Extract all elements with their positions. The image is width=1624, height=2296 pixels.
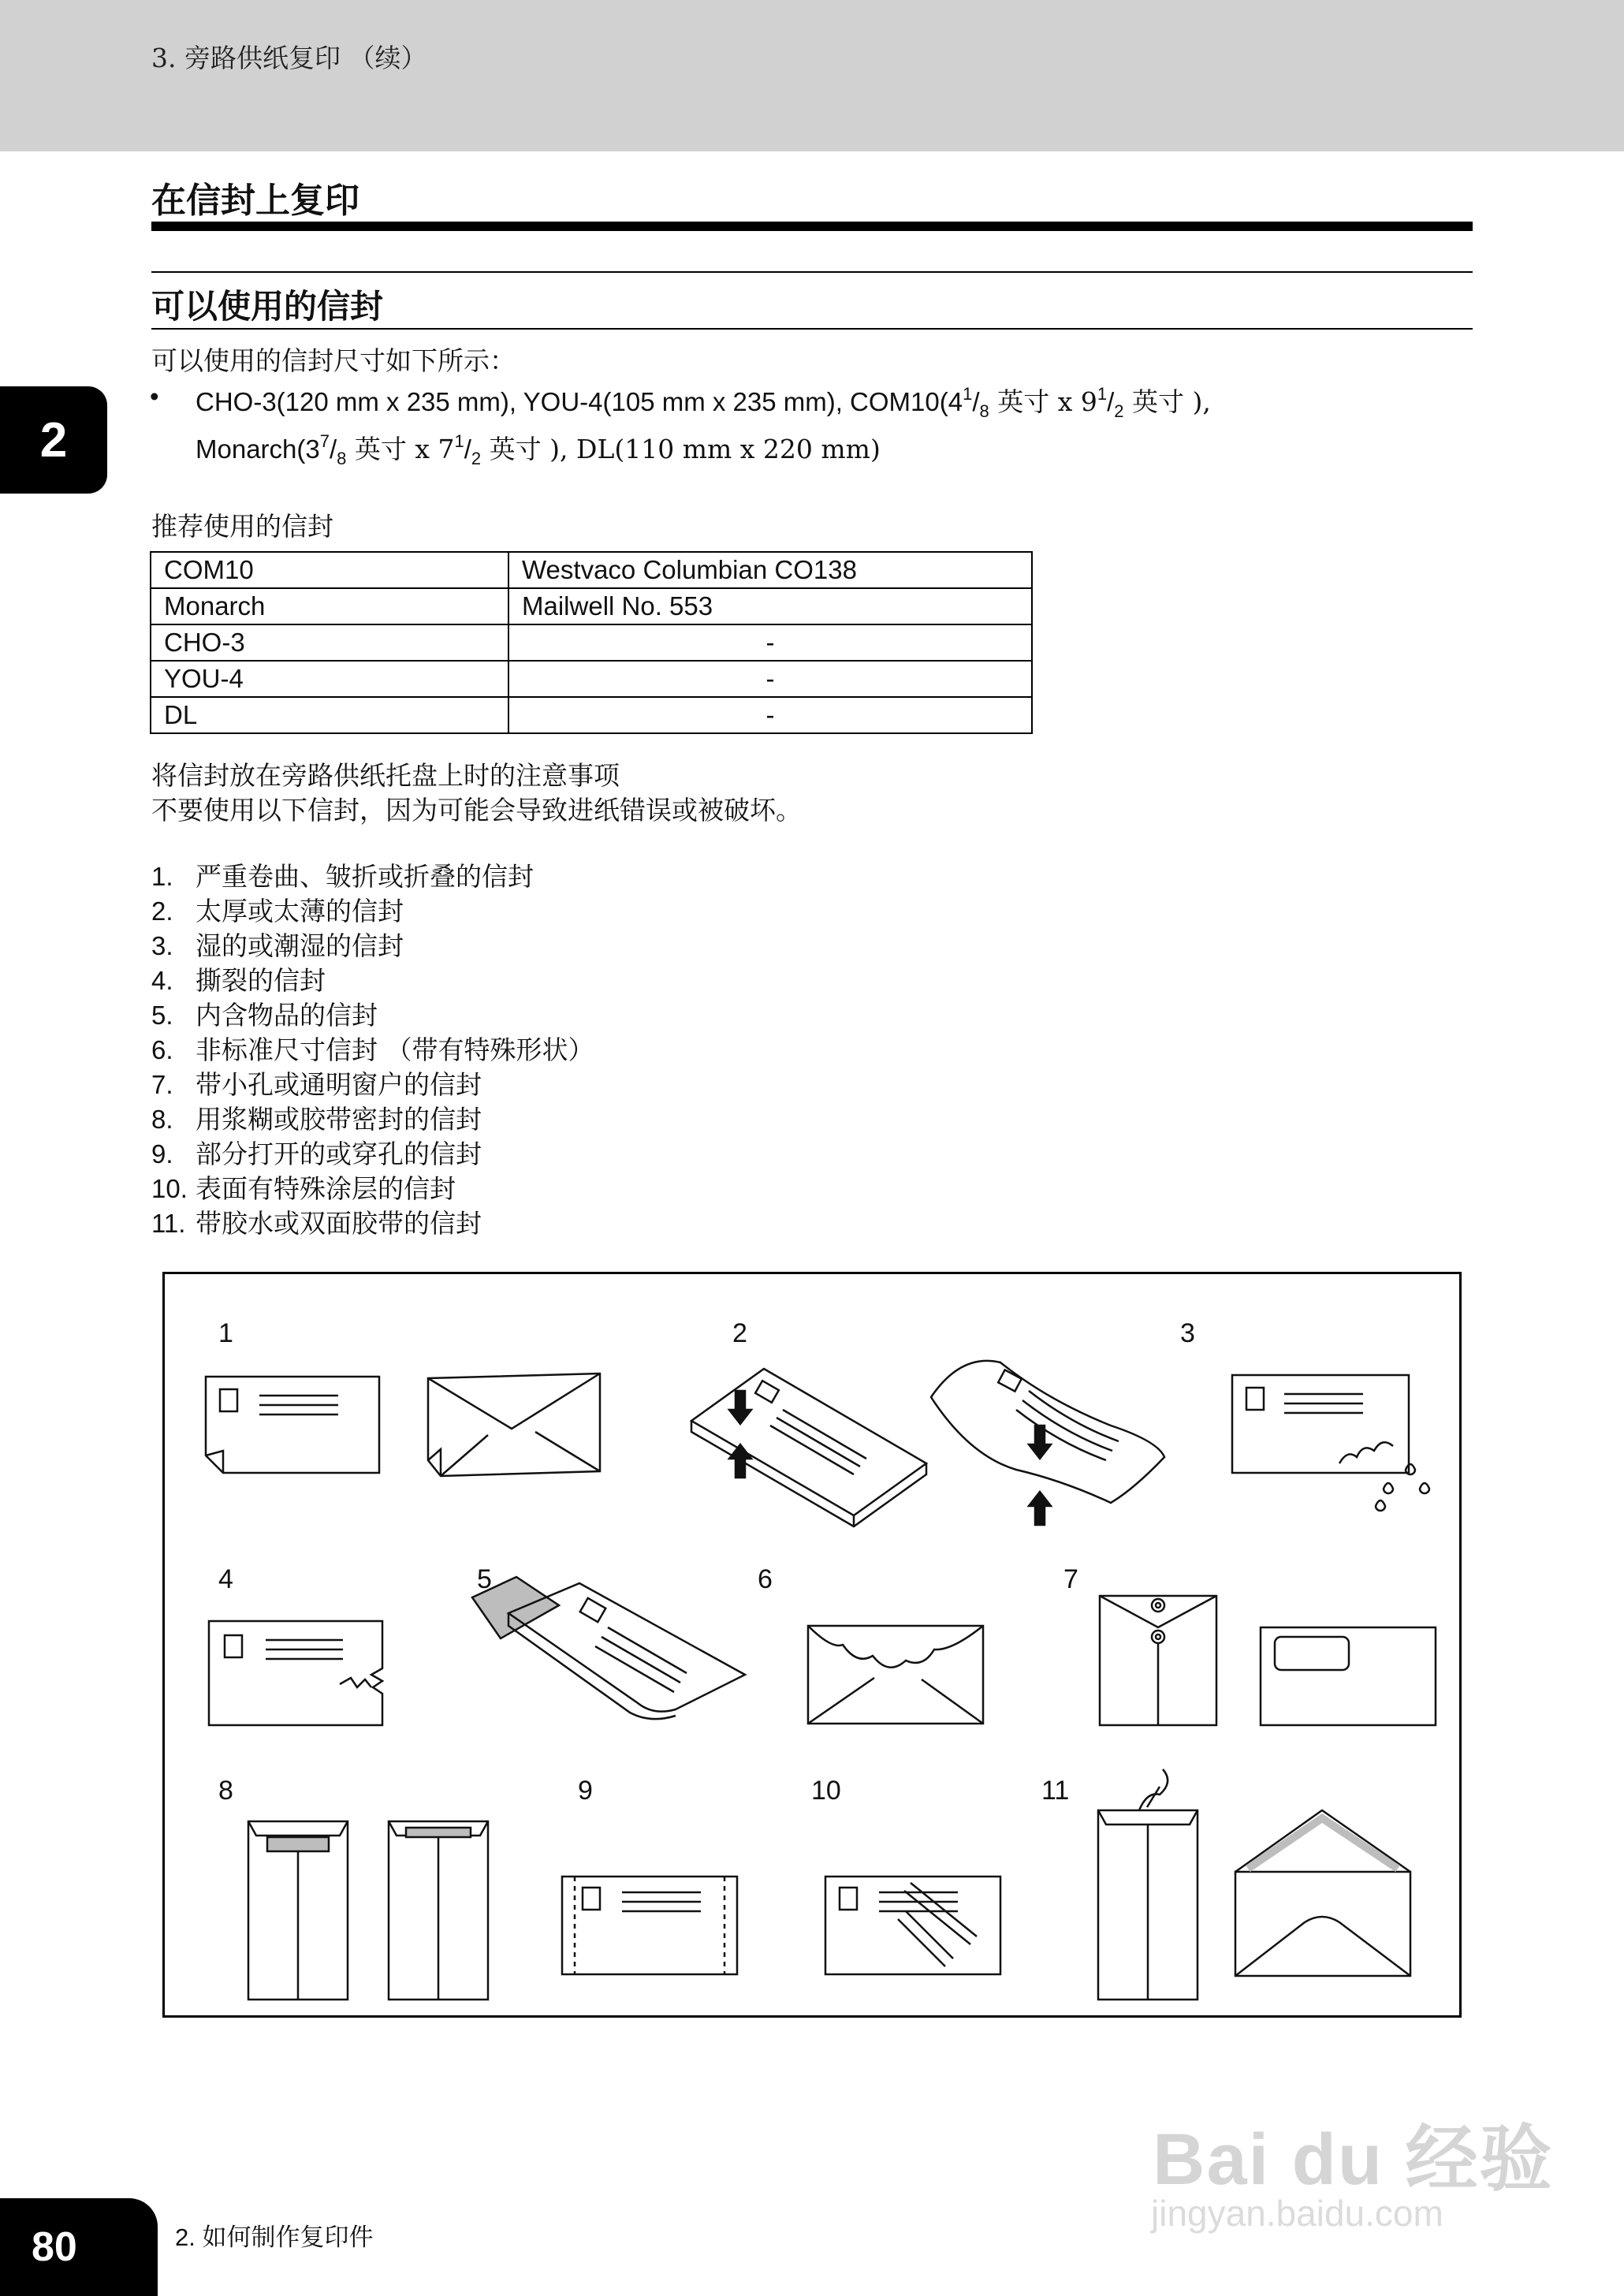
stuffed-envelope-icon bbox=[472, 1577, 745, 1719]
header-band bbox=[0, 0, 1624, 151]
recommended-caption: 推荐使用的信封 bbox=[151, 511, 333, 542]
table-row bbox=[151, 552, 1032, 588]
list-item bbox=[151, 929, 594, 964]
sizes-line-2-b: 英寸 x 7 bbox=[346, 434, 455, 464]
table-row bbox=[151, 624, 1032, 661]
watermark-brand: Bai du 经验 bbox=[1153, 2119, 1554, 2200]
table-cell: DL bbox=[151, 697, 508, 733]
sizes-line-2-a: Monarch(3 bbox=[196, 434, 320, 464]
fraction-numerator: 7 bbox=[319, 431, 330, 451]
section-title: 在信封上复印 bbox=[151, 181, 359, 220]
subsection-rule-bottom bbox=[151, 328, 1473, 330]
list-item-number: 6. bbox=[151, 1035, 173, 1064]
sizes-line-1-c: 英寸 ), bbox=[1123, 386, 1211, 417]
list-item bbox=[151, 1172, 594, 1206]
list-item-number: 8. bbox=[151, 1105, 173, 1134]
figure-label: 1 bbox=[218, 1318, 233, 1348]
fraction-numerator: 1 bbox=[454, 431, 464, 451]
arrow-up-icon bbox=[729, 1444, 751, 1478]
list-item-text: 带胶水或双面胶带的信封 bbox=[196, 1208, 482, 1239]
table-row bbox=[151, 697, 1032, 733]
figure-label: 4 bbox=[218, 1564, 233, 1594]
list-item-number: 9. bbox=[151, 1139, 173, 1168]
list-item-text: 非标准尺寸信封 （带有特殊形状） bbox=[196, 1034, 594, 1065]
sizes-line-1 bbox=[196, 382, 1211, 422]
irregular-envelope-icon bbox=[808, 1626, 983, 1724]
table-cell: Monarch bbox=[151, 588, 508, 624]
fraction-denominator: 8 bbox=[337, 449, 347, 468]
thin-envelope-icon bbox=[931, 1361, 1164, 1525]
thick-envelope-icon bbox=[691, 1369, 926, 1526]
watermark-url: jingyan.baidu.com bbox=[1151, 2193, 1443, 2234]
clasp-envelope-icon bbox=[1100, 1596, 1216, 1725]
folded-envelope-back-icon bbox=[428, 1374, 600, 1476]
list-item bbox=[151, 859, 594, 894]
list-item-number: 10. bbox=[151, 1174, 188, 1203]
intro-text: 可以使用的信封尺寸如下所示： bbox=[151, 345, 516, 376]
water-drop-icon bbox=[1376, 1500, 1385, 1511]
arrow-down-icon bbox=[729, 1391, 751, 1424]
list-item-text: 湿的或潮湿的信封 bbox=[196, 930, 404, 961]
list-item bbox=[151, 1206, 594, 1241]
list-item-text: 用浆糊或胶带密封的信封 bbox=[196, 1104, 482, 1135]
table-row bbox=[151, 588, 1032, 624]
water-drop-icon bbox=[1384, 1483, 1393, 1493]
sizes-line-1-a: CHO-3(120 mm x 235 mm), YOU-4(105 mm x 235 mm), COM10(4 bbox=[196, 387, 963, 416]
curled-envelope-front-icon bbox=[206, 1377, 379, 1473]
figure-label: 6 bbox=[758, 1564, 773, 1594]
table-cell: - bbox=[508, 697, 1032, 733]
list-item bbox=[151, 964, 594, 998]
envelope-illustrations-svg bbox=[165, 1274, 1459, 2015]
sizes-line-2 bbox=[196, 429, 881, 469]
fraction: $^1/_8$ bbox=[963, 384, 989, 421]
glued-envelope-icon bbox=[1098, 1769, 1198, 2000]
subsection-rule-top bbox=[151, 271, 1473, 273]
list-item bbox=[151, 998, 594, 1033]
recommended-envelopes-table bbox=[150, 551, 1033, 734]
coated-envelope-icon bbox=[825, 1877, 1000, 1974]
list-item-text: 表面有特殊涂层的信封 bbox=[196, 1173, 456, 1204]
table-cell: COM10 bbox=[151, 552, 508, 588]
list-item-number: 4. bbox=[151, 966, 173, 995]
list-item bbox=[151, 1102, 594, 1137]
section-rule bbox=[151, 222, 1473, 231]
table-cell: - bbox=[508, 661, 1032, 697]
sealed-envelope-icon bbox=[389, 1821, 488, 2000]
fraction-numerator: 1 bbox=[963, 384, 973, 404]
perforated-envelope-icon bbox=[562, 1877, 737, 1974]
list-item bbox=[151, 1068, 594, 1102]
list-item-text: 严重卷曲、皱折或折叠的信封 bbox=[196, 861, 534, 892]
figure-label: 9 bbox=[578, 1776, 593, 1806]
fraction-denominator: 2 bbox=[1114, 401, 1124, 421]
list-item-number: 7. bbox=[151, 1070, 173, 1099]
list-item-number: 3. bbox=[151, 931, 173, 960]
caution-line-2: 不要使用以下信封，因为可能会导致进纸错误或被破坏。 bbox=[151, 795, 802, 826]
list-item-text: 撕裂的信封 bbox=[196, 965, 326, 996]
table-cell: CHO-3 bbox=[151, 624, 508, 661]
table-cell: YOU-4 bbox=[151, 661, 508, 697]
fraction: $^1/_2$ bbox=[1097, 384, 1124, 421]
list-item-number: 11. bbox=[151, 1209, 186, 1238]
sealed-envelope-icon bbox=[248, 1821, 348, 2000]
figure-label: 11 bbox=[1041, 1776, 1070, 1806]
list-item-number: 1. bbox=[151, 862, 173, 891]
avoid-envelope-list bbox=[151, 859, 594, 1241]
table-cell: Westvaco Columbian CO138 bbox=[508, 552, 1032, 588]
water-drop-icon bbox=[1406, 1464, 1415, 1474]
list-item bbox=[151, 1033, 594, 1068]
fraction: $^1/_2$ bbox=[454, 431, 482, 468]
list-item-number: 2. bbox=[151, 896, 173, 926]
figure-label: 8 bbox=[218, 1776, 233, 1806]
window-envelope-icon bbox=[1261, 1627, 1436, 1725]
table-cell: - bbox=[508, 624, 1032, 661]
figure-label: 7 bbox=[1063, 1564, 1078, 1594]
sizes-line-1-b: 英寸 x 9 bbox=[989, 386, 1097, 417]
list-item-text: 部分打开的或穿孔的信封 bbox=[196, 1139, 482, 1169]
list-item-text: 内含物品的信封 bbox=[196, 1000, 378, 1031]
page-number: 80 bbox=[0, 2198, 158, 2296]
header-breadcrumb: 3. 旁路供纸复印 （续） bbox=[151, 43, 427, 73]
footer-chapter: 2. 如何制作复印件 bbox=[175, 2223, 374, 2251]
fraction: $^7/_8$ bbox=[319, 431, 347, 468]
figure-label: 3 bbox=[1180, 1318, 1195, 1348]
sizes-line-2-c: 英寸 ), DL(110 mm x 220 mm) bbox=[481, 434, 881, 464]
table-cell: Mailwell No. 553 bbox=[508, 588, 1032, 624]
double-sided-tape-envelope-icon bbox=[1235, 1810, 1410, 1976]
chapter-tab: 2 bbox=[0, 386, 107, 494]
list-item-text: 带小孔或通明窗户的信封 bbox=[196, 1069, 482, 1100]
list-item bbox=[151, 894, 594, 929]
fraction-denominator: 8 bbox=[979, 401, 989, 421]
figure-label: 10 bbox=[811, 1776, 841, 1806]
fraction-denominator: 2 bbox=[471, 449, 482, 468]
caution-line-1: 将信封放在旁路供纸托盘上时的注意事项 bbox=[151, 760, 620, 791]
watermark bbox=[1135, 2062, 1577, 2235]
wet-envelope-icon bbox=[1232, 1375, 1429, 1511]
fraction-numerator: 1 bbox=[1097, 384, 1108, 404]
list-item-text: 太厚或太薄的信封 bbox=[196, 896, 404, 926]
list-item bbox=[151, 1137, 594, 1172]
figure-label: 2 bbox=[732, 1318, 747, 1348]
figure-label: 5 bbox=[477, 1564, 492, 1594]
subsection-title: 可以使用的信封 bbox=[151, 288, 384, 325]
list-item-number: 5. bbox=[151, 1001, 173, 1030]
water-drop-icon bbox=[1420, 1483, 1429, 1493]
table-row bbox=[151, 661, 1032, 697]
envelope-illustrations bbox=[162, 1272, 1462, 2018]
bullet-marker: • bbox=[150, 382, 159, 411]
torn-envelope-icon bbox=[209, 1621, 382, 1725]
arrow-up-icon bbox=[1029, 1492, 1051, 1525]
